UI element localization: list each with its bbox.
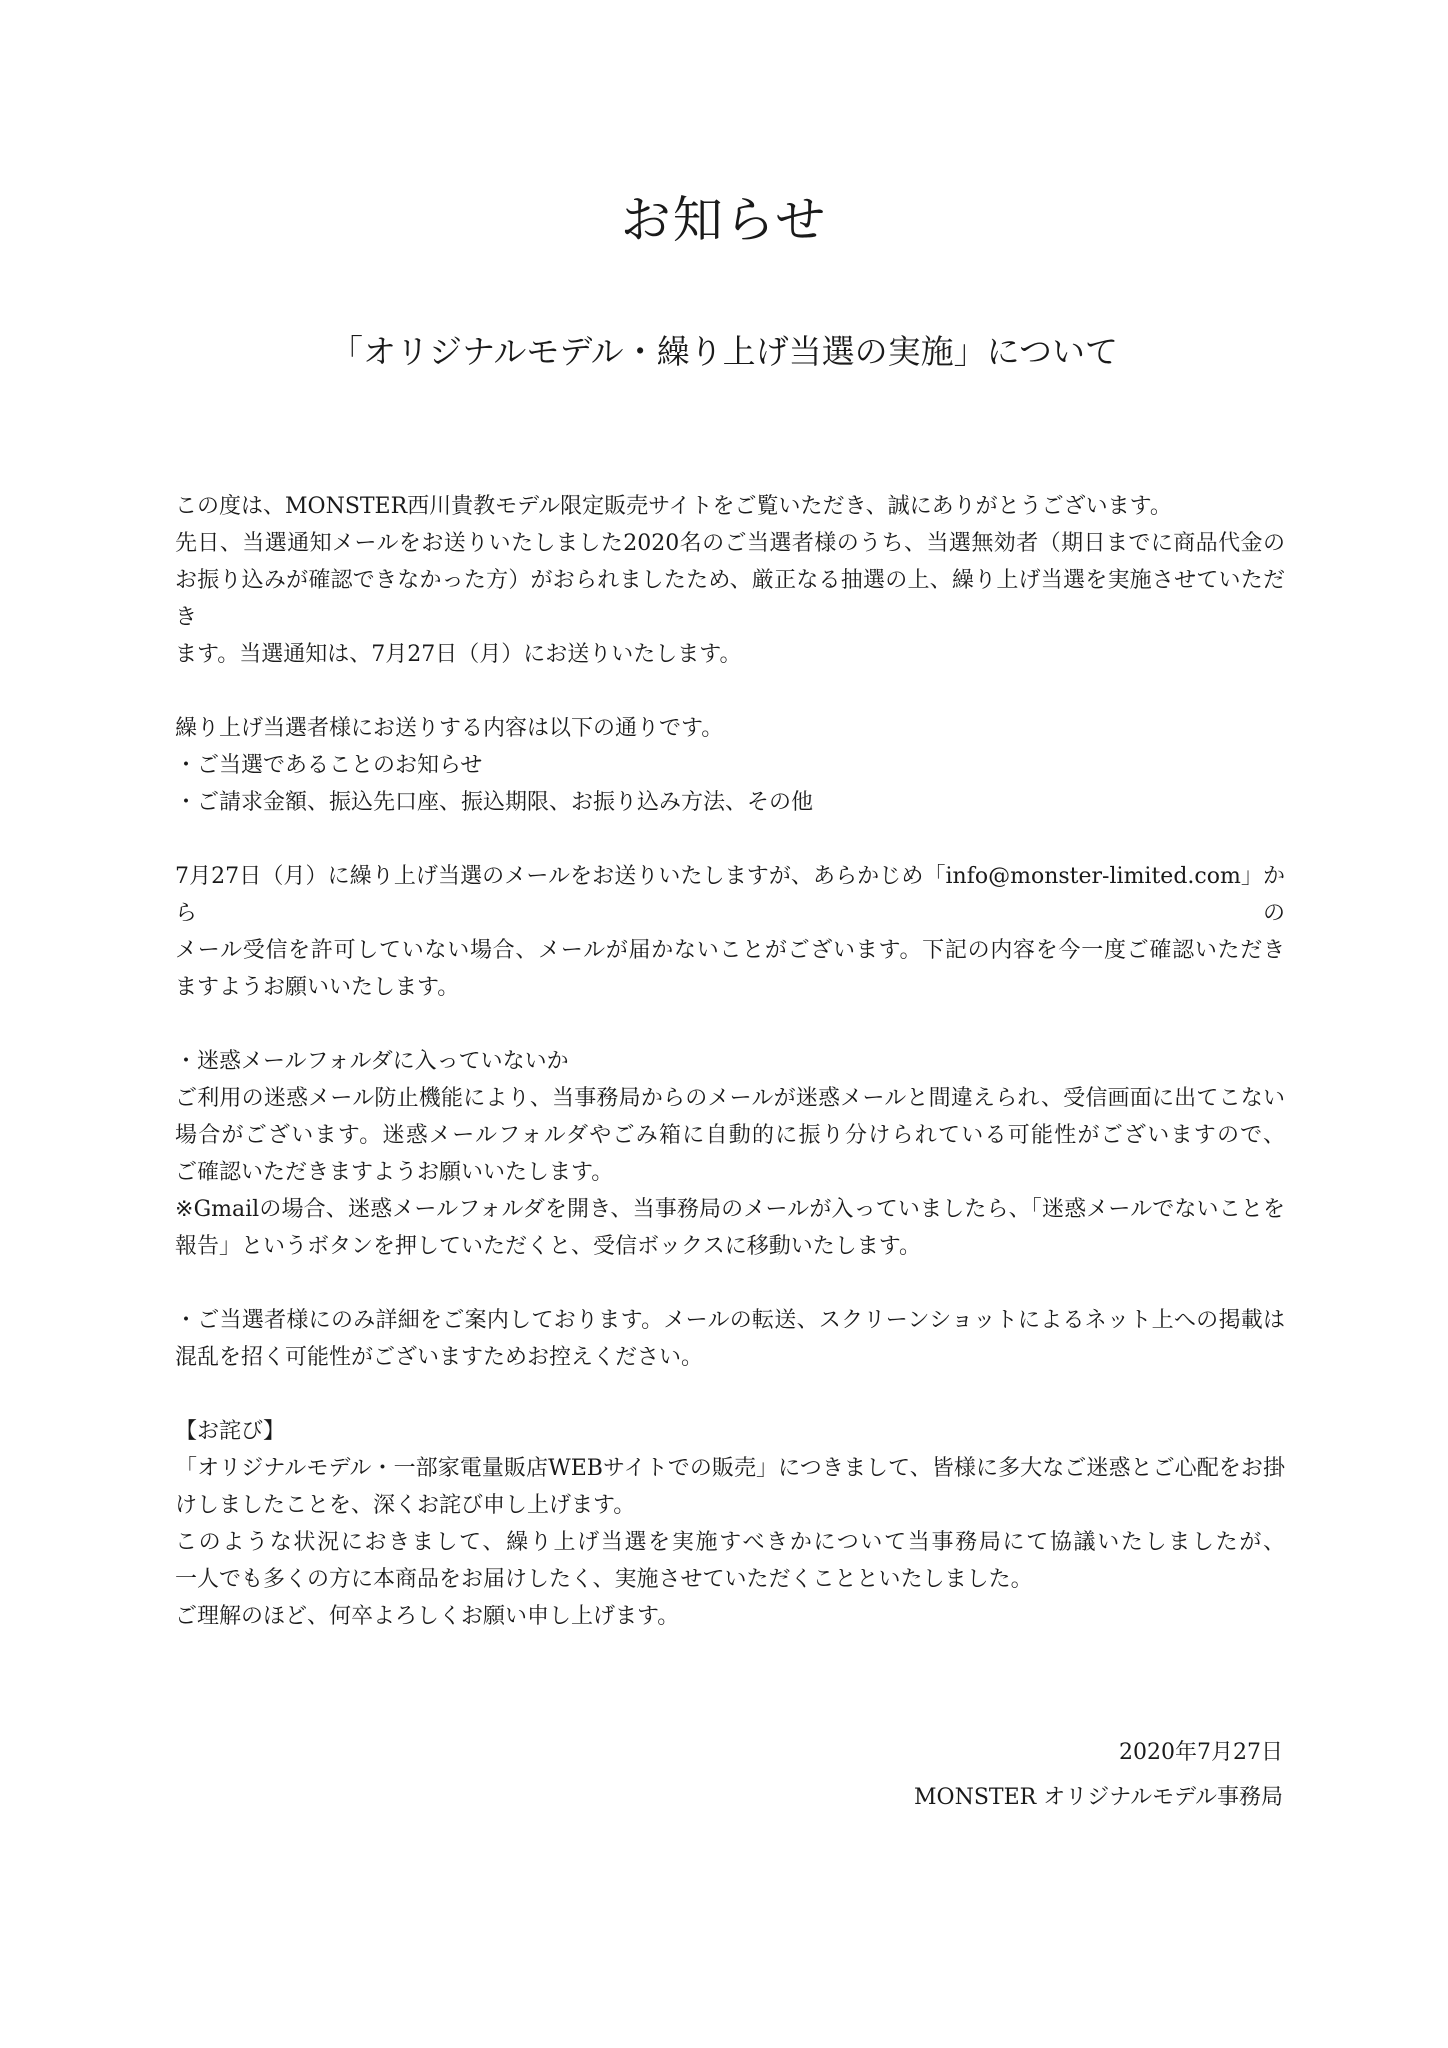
notice-subtitle: 「オリジナルモデル・繰り上げ当選の実施」について [329, 332, 1119, 371]
apology-line: 一人でも多くの方に本商品をお届けしたく、実施させていただくことといたしました。 [175, 1567, 1033, 1592]
notice-footer [914, 1730, 1283, 1820]
apology-heading: 【お詫び】 [175, 1419, 286, 1444]
spam-check-line: 場合がございます。迷惑メールフォルダやごみ箱に自動的に振り分けられている可能性がございますので、 [175, 1123, 1285, 1148]
apology-line: ご理解のほど、何卒よろしくお願い申し上げます。 [175, 1604, 680, 1629]
page-title: お知らせ [620, 191, 828, 249]
email-notice-line: ますようお願いいたします。 [175, 975, 460, 1000]
spam-check-line: ご確認いただきますようお願いいたします。 [175, 1160, 614, 1185]
privacy-paragraph [175, 1302, 1285, 1376]
contents-line: ・ご当選であることのお知らせ [175, 753, 483, 778]
spam-check-line: 報告」というボタンを押していただくと、受信ボックスに移動いたします。 [175, 1234, 922, 1259]
spam-check-line: ご利用の迷惑メール防止機能により、当事務局からのメールが迷惑メールと間違えられ、受信画面に出てこない [175, 1086, 1285, 1111]
intro-line: この度は、MONSTER西川貴教モデル限定販売サイトをご覧いただき、誠にありがとうございます。 [175, 494, 1172, 519]
spam-check-paragraph [175, 1043, 1285, 1265]
spam-check-line: ・迷惑メールフォルダに入っていないか [175, 1049, 569, 1074]
intro-line: お振り込みが確認できなかった方）がおられましたため、厳正なる抽選の上、繰り上げ当選を実施させていただき [175, 568, 1285, 630]
email-notice-line: 7月27日（月）に繰り上げ当選のメールをお送りいたしますが、あらかじめ「info@monster-limited.com」からの [175, 864, 1285, 926]
email-notice-line: メール受信を許可していない場合、メールが届かないことがございます。下記の内容を今一度ご確認いただき [175, 938, 1285, 963]
apology-line: けしましたことを、深くお詫び申し上げます。 [175, 1493, 636, 1518]
contents-paragraph [175, 710, 1285, 821]
privacy-line: ・ご当選者様にのみ詳細をご案内しております。メールの転送、スクリーンショットによるネット上への掲載は [175, 1308, 1285, 1333]
email-notice-paragraph [175, 858, 1285, 1006]
apology-line: このような状況におきまして、繰り上げ当選を実施すべきかについて当事務局にて協議いたしましたが、 [175, 1530, 1285, 1555]
spam-check-line: ※Gmailの場合、迷惑メールフォルダを開き、当事務局のメールが入っていましたら、「迷惑メールでないことを [175, 1197, 1285, 1222]
apology-paragraph [175, 1413, 1285, 1635]
apology-line: 「オリジナルモデル・一部家電量販店WEBサイトでの販売」につきまして、皆様に多大なご迷惑とご心配をお掛 [175, 1456, 1285, 1481]
intro-paragraph [175, 488, 1285, 673]
intro-line: 先日、当選通知メールをお送りいたしました2020名のご当選者様のうち、当選無効者（期日までに商品代金の [175, 531, 1285, 556]
contents-line: 繰り上げ当選者様にお送りする内容は以下の通りです。 [175, 716, 724, 741]
contents-line: ・ご請求金額、振込先口座、振込期限、お振り込み方法、その他 [175, 790, 814, 815]
notice-date: 2020年7月27日 [1119, 1740, 1283, 1765]
privacy-line: 混乱を招く可能性がございますためお控えください。 [175, 1345, 704, 1370]
notice-issuer: MONSTER オリジナルモデル事務局 [914, 1785, 1283, 1810]
notice-body [175, 488, 1285, 1635]
intro-line: ます。当選通知は、7月27日（月）にお送りいたします。 [175, 642, 742, 667]
